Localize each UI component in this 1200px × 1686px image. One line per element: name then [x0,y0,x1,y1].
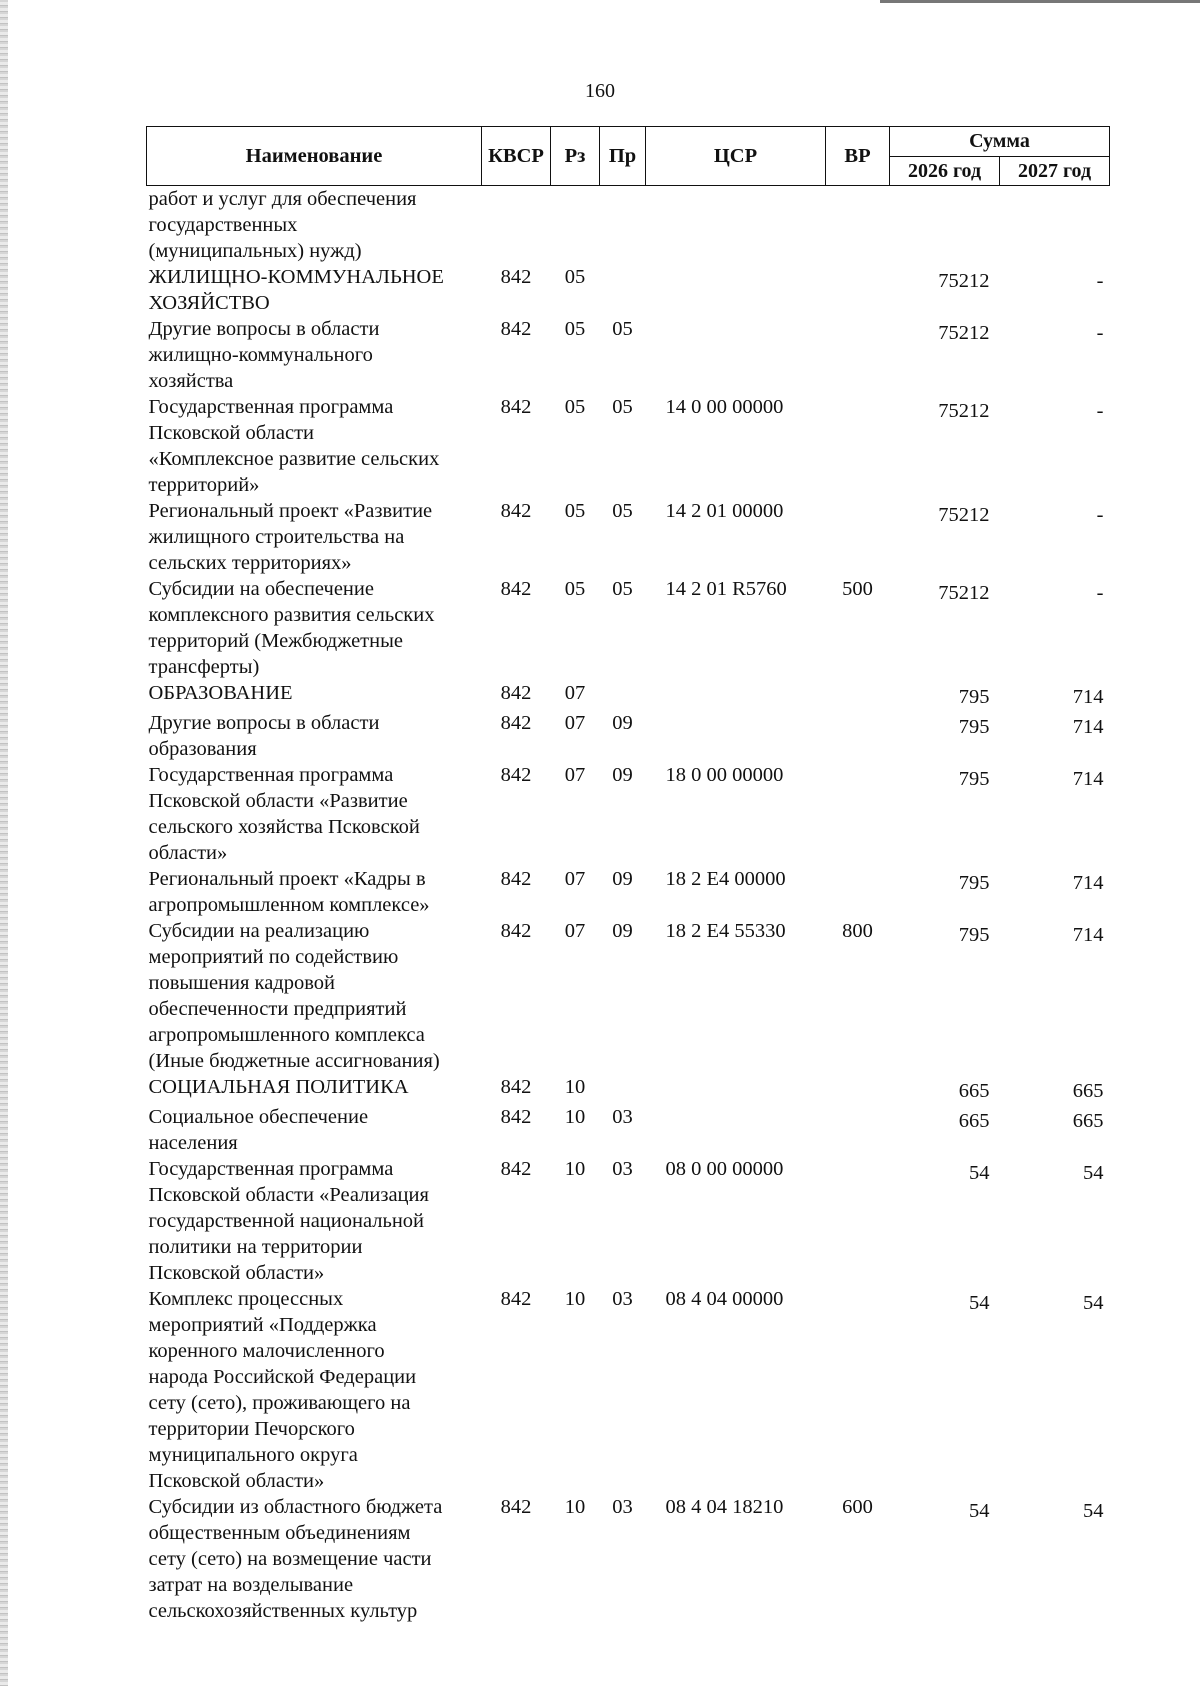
cell-vr [826,1286,890,1494]
cell-vr: 500 [842,578,873,600]
cell-2026: 795 [958,872,990,894]
cell-2026: 75212 [938,504,990,526]
cell-name: Субсидии на реализацию мероприятий по содействию повышения кадровой обеспеченности предприятий агропромышленного комплекса (Иные бюджетные ассигнования) [148,920,440,1072]
table-row [147,1494,1110,1624]
cell-2027: 54 [1083,1292,1104,1314]
table-row [147,576,1110,680]
header-name: Наименование [147,127,482,186]
cell-2027: 54 [1083,1162,1104,1184]
cell-csr [646,186,826,265]
table-row [147,394,1110,498]
cell-rz: 10 [564,1158,586,1180]
table-row [147,498,1110,576]
cell-vr [826,680,890,710]
cell-csr [646,1074,826,1104]
table-row [147,1074,1110,1104]
cell-name: Другие вопросы в области образования [148,712,380,760]
cell-name: работ и услуг для обеспечения государственных (муниципальных) нужд) [148,188,417,262]
cell-2026: 75212 [938,582,990,604]
cell-vr [826,1156,890,1286]
header-year-2026: 2026 год [890,156,1000,186]
cell-2027: - [1096,582,1104,604]
scan-top-line [880,0,1200,3]
table-row [147,264,1110,316]
cell-rz: 10 [564,1288,586,1310]
cell-csr: 08 4 04 18210 [665,1496,784,1518]
cell-rz: 05 [564,578,586,600]
cell-rz: 05 [564,500,586,522]
header-rz: Рз [551,127,600,186]
cell-csr: 18 2 Е4 55330 [665,920,786,942]
table-row [147,762,1110,866]
cell-2026: 75212 [938,400,990,422]
cell-pr: 05 [612,578,633,600]
cell-pr: 09 [612,868,633,890]
cell-name: Государственная программа Псковской области «Реализация государственной национальной политики на территории Псковской области» [148,1158,429,1284]
cell-name: Субсидии на обеспечение комплексного развития сельских территорий (Межбюджетные трансферты) [148,578,435,678]
cell-kvsr: 842 [500,868,532,890]
table-row [147,1286,1110,1494]
cell-2026: 75212 [938,270,990,292]
cell-pr: 05 [612,396,633,418]
cell-kvsr: 842 [500,1158,532,1180]
cell-kvsr: 842 [500,682,532,704]
cell-2026: 795 [958,716,990,738]
cell-vr [826,866,890,918]
cell-kvsr: 842 [500,1288,532,1310]
cell-pr [600,680,646,710]
cell-2027: - [1096,322,1104,344]
cell-kvsr: 842 [500,1076,532,1098]
cell-kvsr [482,186,551,265]
cell-2026: 795 [958,768,990,790]
cell-vr [826,1074,890,1104]
cell-vr [826,1104,890,1156]
cell-name: Комплекс процессных мероприятий «Поддержка коренного малочисленного народа Российской Федерации сету (сето), проживающего на территории Печорского муниципального округа Псковской области» [148,1288,417,1492]
cell-csr: 14 2 01 00000 [665,500,784,522]
cell-vr: 600 [842,1496,873,1518]
cell-csr [646,316,826,394]
cell-kvsr: 842 [500,396,532,418]
cell-pr: 03 [612,1158,633,1180]
cell-2026: 665 [958,1080,990,1102]
cell-name: Другие вопросы в области жилищно-коммунального хозяйства [148,318,380,392]
cell-csr: 08 4 04 00000 [665,1288,784,1310]
cell-2026 [890,186,1000,265]
cell-2027: - [1096,270,1104,292]
cell-kvsr: 842 [500,712,532,734]
cell-name: ОБРАЗОВАНИЕ [148,682,293,704]
cell-2026: 665 [958,1110,990,1132]
cell-vr [826,710,890,762]
cell-pr [600,1074,646,1104]
cell-kvsr: 842 [500,1496,532,1518]
cell-rz: 05 [564,318,586,340]
cell-pr: 03 [612,1496,633,1518]
cell-kvsr: 842 [500,578,532,600]
cell-2027: 714 [1072,872,1104,894]
cell-name: ЖИЛИЩНО-КОММУНАЛЬНОЕ ХОЗЯЙСТВО [148,266,444,314]
cell-pr: 09 [612,764,633,786]
cell-pr [600,264,646,316]
cell-2026: 54 [969,1292,990,1314]
cell-pr: 05 [612,500,633,522]
cell-vr [826,394,890,498]
cell-rz: 07 [564,868,586,890]
cell-csr [646,264,826,316]
header-year-2027: 2027 год [1000,156,1110,186]
cell-kvsr: 842 [500,266,532,288]
cell-pr: 09 [612,920,633,942]
table-row [147,918,1110,1074]
cell-name: Социальное обеспечение населения [148,1106,369,1154]
page-number: 160 [585,80,615,102]
header-sum: Сумма [890,127,1110,157]
cell-name: Региональный проект «Кадры в агропромышленном комплексе» [148,868,430,916]
header-csr: ЦСР [646,127,826,186]
cell-vr: 800 [842,920,873,942]
cell-pr: 09 [612,712,633,734]
table-row [147,1104,1110,1156]
cell-csr: 08 0 00 00000 [665,1158,784,1180]
cell-vr [826,498,890,576]
table-row [147,316,1110,394]
cell-csr: 18 2 Е4 00000 [665,868,786,890]
cell-name: Региональный проект «Развитие жилищного строительства на сельских территориях» [148,500,433,574]
cell-rz: 07 [564,682,586,704]
cell-rz: 10 [564,1076,586,1098]
cell-csr [646,1104,826,1156]
cell-kvsr: 842 [500,1106,532,1128]
cell-vr [826,316,890,394]
cell-rz: 05 [564,266,586,288]
table-row [147,866,1110,918]
cell-vr [826,762,890,866]
table-row [147,186,1110,265]
cell-pr: 03 [612,1106,633,1128]
cell-2026: 75212 [938,322,990,344]
cell-2027: 714 [1072,768,1104,790]
cell-csr [646,680,826,710]
cell-kvsr: 842 [500,500,532,522]
table-row [147,680,1110,710]
cell-2026: 795 [958,924,990,946]
cell-2027: 714 [1072,716,1104,738]
cell-vr [826,186,890,265]
cell-rz: 07 [564,920,586,942]
cell-csr: 18 0 00 00000 [665,764,784,786]
cell-rz [551,186,600,265]
cell-rz: 10 [564,1496,586,1518]
cell-2026: 795 [958,686,990,708]
cell-pr: 05 [612,318,633,340]
cell-2027: - [1096,400,1104,422]
header-kvsr: КВСР [482,127,551,186]
cell-name: СОЦИАЛЬНАЯ ПОЛИТИКА [148,1076,409,1098]
cell-vr [826,264,890,316]
cell-2027: 665 [1072,1080,1104,1102]
table-header [147,127,1110,186]
cell-kvsr: 842 [500,764,532,786]
cell-csr: 14 2 01 R5760 [665,578,787,600]
cell-name: Государственная программа Псковской области «Комплексное развитие сельских территорий» [148,396,440,496]
cell-2027: 665 [1072,1110,1104,1132]
cell-2026: 54 [969,1500,990,1522]
cell-pr [600,186,646,265]
cell-csr: 14 0 00 00000 [665,396,784,418]
table-row [147,710,1110,762]
cell-2027 [1000,186,1110,265]
scan-edge [0,0,8,1686]
header-vr: ВР [826,127,890,186]
header-pr: Пр [600,127,646,186]
budget-table [146,126,1110,1624]
cell-kvsr: 842 [500,920,532,942]
cell-2027: 714 [1072,924,1104,946]
cell-rz: 07 [564,764,586,786]
table-body [147,186,1110,1625]
cell-pr: 03 [612,1288,633,1310]
cell-name: Субсидии из областного бюджета общественным объединениям сету (сето) на возмещение части затрат на возделывание сельскохозяйственных культур [148,1496,443,1622]
cell-2026: 54 [969,1162,990,1184]
cell-2027: 714 [1072,686,1104,708]
cell-2027: 54 [1083,1500,1104,1522]
cell-name: Государственная программа Псковской области «Развитие сельского хозяйства Псковской области» [148,764,420,864]
cell-2027: - [1096,504,1104,526]
cell-rz: 05 [564,396,586,418]
table-row [147,1156,1110,1286]
cell-kvsr: 842 [500,318,532,340]
cell-rz: 10 [564,1106,586,1128]
cell-rz: 07 [564,712,586,734]
cell-csr [646,710,826,762]
